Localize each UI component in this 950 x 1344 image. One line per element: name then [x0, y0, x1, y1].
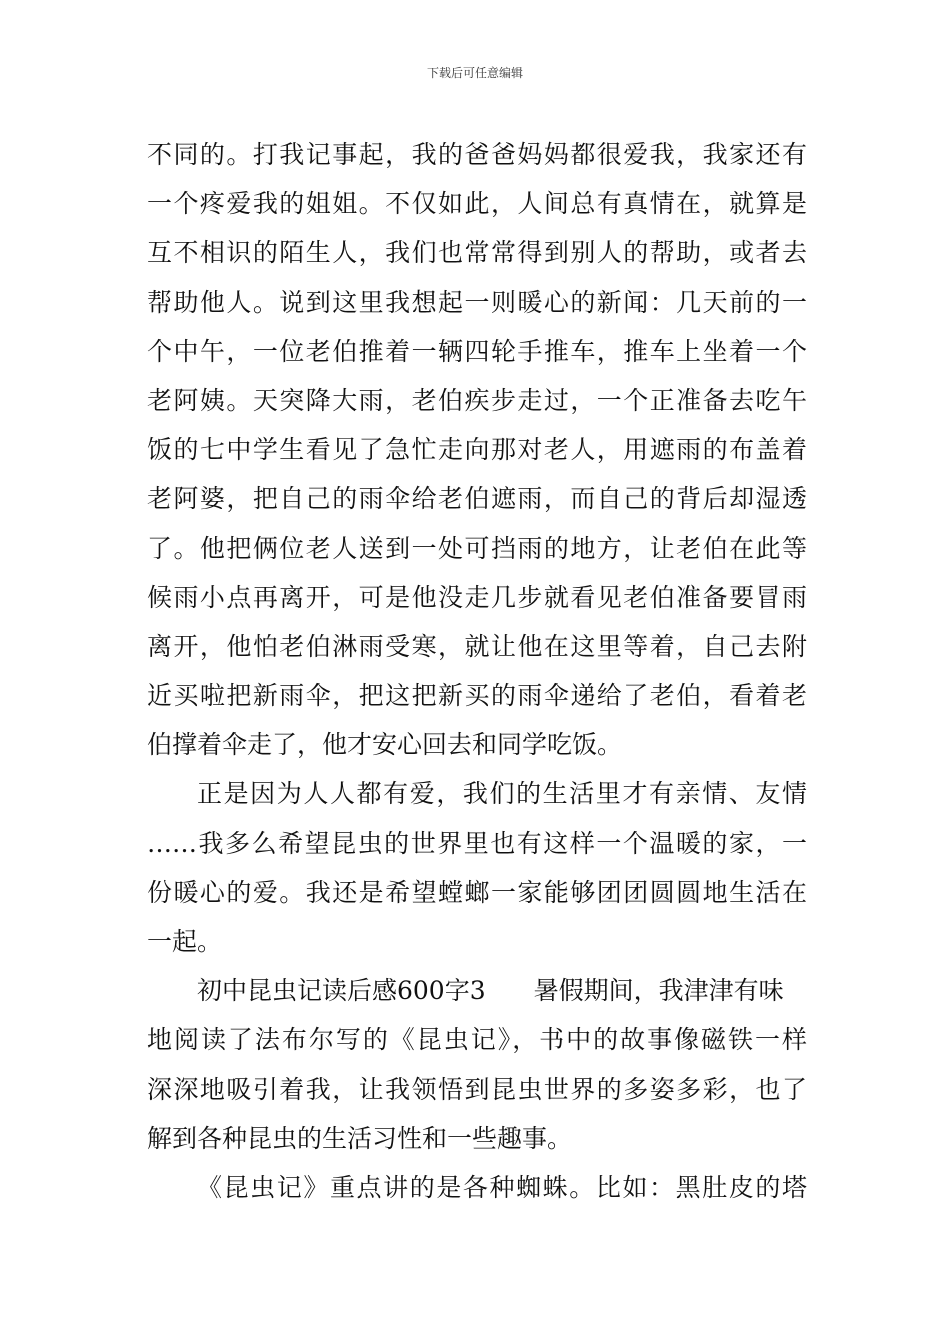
text-line: [147, 425, 807, 474]
line-text: 个中午，一位老伯推着一辆四轮手推车，推车上坐着一个: [147, 336, 807, 366]
text-line: [147, 622, 807, 671]
line-text: 候雨小点再离开，可是他没走几步就看见老伯准备要冒雨: [147, 582, 807, 612]
line-text: 暑假期间，我津津有味: [533, 976, 784, 1006]
line-text: 近买啦把新雨伞，把这把新买的雨伞递给了老伯，看着老: [147, 681, 807, 711]
line-text: 正是因为人人都有爱，我们的生活里才有亲情、友情: [197, 779, 807, 809]
line-text: ……我多么希望昆虫的世界里也有这样一个温暖的家，一: [147, 828, 807, 858]
line-text: 老阿婆，把自己的雨伞给老伯遮雨，而自己的背后却湿透: [147, 484, 807, 514]
line-text: 老阿姨。天突降大雨，老伯疾步走过，一个正准备去吃午: [147, 385, 807, 415]
text-line: [147, 769, 807, 818]
text-line: [147, 376, 807, 425]
line-text: 一起。: [147, 927, 223, 956]
line-text: 深深地吸引着我，让我领悟到昆虫世界的多姿多彩，也了: [147, 1074, 807, 1104]
line-text: 地阅读了法布尔写的《昆虫记》，书中的故事像磁铁一样: [147, 1025, 807, 1055]
text-line: [147, 573, 807, 622]
text-line: [147, 819, 807, 868]
text-line: [147, 130, 807, 179]
line-text: 伯撑着伞走了，他才安心回去和同学吃饭。: [147, 730, 623, 760]
text-line: [147, 278, 807, 327]
line-text: 《昆虫记》重点讲的是各种蜘蛛。比如：黑肚皮的塔: [197, 1172, 807, 1202]
line-text: 解到各种昆虫的生活习性和一些趣事。: [147, 1123, 573, 1153]
line-text: 互不相识的陌生人，我们也常常得到别人的帮助，或者去: [147, 238, 807, 268]
text-line: [147, 868, 807, 917]
document-body: [147, 130, 807, 1212]
section-heading: 初中昆虫记读后感600字3: [197, 976, 486, 1006]
text-line: [147, 1114, 807, 1163]
text-line: [147, 179, 807, 228]
line-text: 份暖心的爱。我还是希望螳螂一家能够团团圆圆地生活在: [147, 877, 807, 907]
line-text: 不同的。打我记事起，我的爸爸妈妈都很爱我，我家还有: [147, 140, 807, 169]
page-header: 下载后可任意编辑: [426, 66, 523, 80]
text-line: [147, 917, 807, 966]
text-line: [147, 1015, 807, 1064]
line-text: 一个疼爱我的姐姐。不仅如此，人间总有真情在，就算是: [147, 189, 807, 219]
text-line: [147, 228, 807, 277]
text-line: [147, 671, 807, 720]
text-line: [147, 327, 807, 376]
text-line: [147, 1065, 807, 1114]
text-line: [147, 524, 807, 573]
text-line: [147, 966, 807, 1015]
line-text: 帮助他人。说到这里我想起一则暖心的新闻：几天前的一: [147, 287, 807, 317]
line-text: 离开，他怕老伯淋雨受寒，就让他在这里等着，自己去附: [147, 631, 807, 661]
text-line: [147, 474, 807, 523]
text-line: [147, 720, 807, 769]
line-text: 饭的七中学生看见了急忙走向那对老人，用遮雨的布盖着: [147, 435, 807, 465]
text-line: [147, 1163, 807, 1212]
line-text: 了。他把俩位老人送到一处可挡雨的地方，让老伯在此等: [147, 533, 807, 563]
